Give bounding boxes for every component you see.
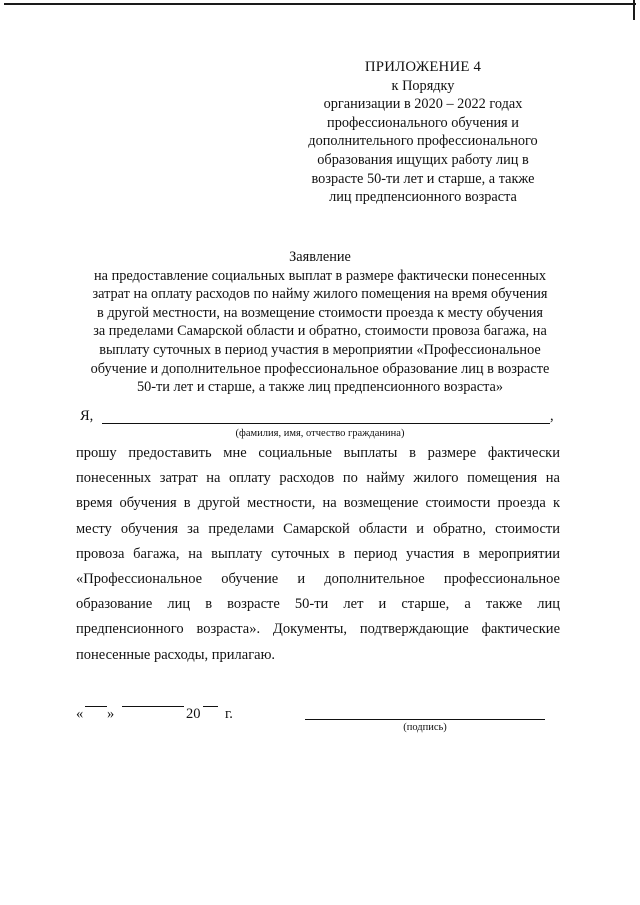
date-year-prefix: 20 (186, 706, 201, 722)
body-line: понесенные расходы, прилагаю. (76, 646, 276, 663)
body-line: время обучения в другой местности, на возмещение стоимости проезда к (76, 495, 560, 512)
scan-edge-top (4, 3, 636, 5)
fio-hint: (фамилия, имя, отчество гражданина) (235, 428, 405, 439)
date-close-quote: » (107, 706, 115, 722)
appendix-line: возрасте 50-ти лет и старше, а также (311, 170, 535, 187)
appendix-header (298, 58, 548, 207)
application-subtitle-line: обучение и дополнительное профессиональное образование лиц в возрасте (90, 360, 550, 377)
body-line: «Профессиональное обучение и дополнительное профессиональное (76, 570, 560, 587)
scan-edge-right (633, 0, 635, 20)
appendix-line: лиц предпенсионного возраста (329, 189, 517, 206)
appendix-line: организации в 2020 – 2022 годах (323, 96, 523, 113)
date-year-suffix: г. (225, 706, 233, 722)
body-line: месту обучения за пределами Самарской области и обратно, стоимости (76, 520, 560, 537)
signature-blank-line[interactable] (305, 719, 545, 720)
fio-blank-line[interactable] (102, 423, 550, 424)
application-subtitle-line: выплату суточных в период участия в мероприятии «Профессиональное (99, 341, 541, 358)
application-title: Заявление (289, 249, 351, 265)
appendix-line: образования ищущих работу лиц в (317, 151, 529, 168)
application-subtitle-line: в другой местности, на возмещение стоимости проезда к месту обучения (97, 304, 543, 321)
appendix-line: дополнительного профессионального (308, 133, 538, 150)
fio-row (80, 408, 560, 428)
application-heading (80, 248, 560, 397)
date-row (76, 706, 276, 726)
application-subtitle-line: за пределами Самарской области и обратно, стоимости провоза багажа, на (93, 323, 547, 340)
body-line: предпенсионного возраста». Документы, подтверждающие фактические (76, 621, 560, 638)
year-blank-line[interactable] (203, 706, 218, 707)
signature-hint: (подпись) (403, 722, 447, 733)
date-open-quote: « (76, 706, 84, 722)
application-subtitle-line: 50-ти лет и старше, а также лиц предпенсионного возраста» (137, 379, 503, 396)
appendix-line: к Порядку (391, 77, 455, 94)
application-subtitle-line: на предоставление социальных выплат в размере фактически понесенных (94, 267, 546, 284)
day-blank-line[interactable] (85, 706, 107, 707)
body-line: образование лиц в возрасте 50-ти лет и старше, а также лиц (76, 596, 560, 613)
application-body (76, 441, 560, 668)
fio-suffix: , (550, 408, 554, 424)
application-subtitle-line: затрат на оплату расходов по найму жилого помещения на время обучения (92, 286, 548, 303)
body-line: понесенных затрат на оплату расходов по найму жилого помещения на (76, 470, 560, 487)
appendix-line: профессионального обучения и (327, 114, 519, 131)
fio-prefix: Я, (80, 408, 94, 424)
body-line: прошу предоставить мне социальные выплаты в размере фактически (76, 445, 560, 461)
appendix-title: ПРИЛОЖЕНИЕ 4 (364, 59, 482, 75)
month-blank-line[interactable] (122, 706, 184, 707)
body-line: провоза багажа, на выплату суточных в период участия в мероприятии (76, 545, 560, 562)
